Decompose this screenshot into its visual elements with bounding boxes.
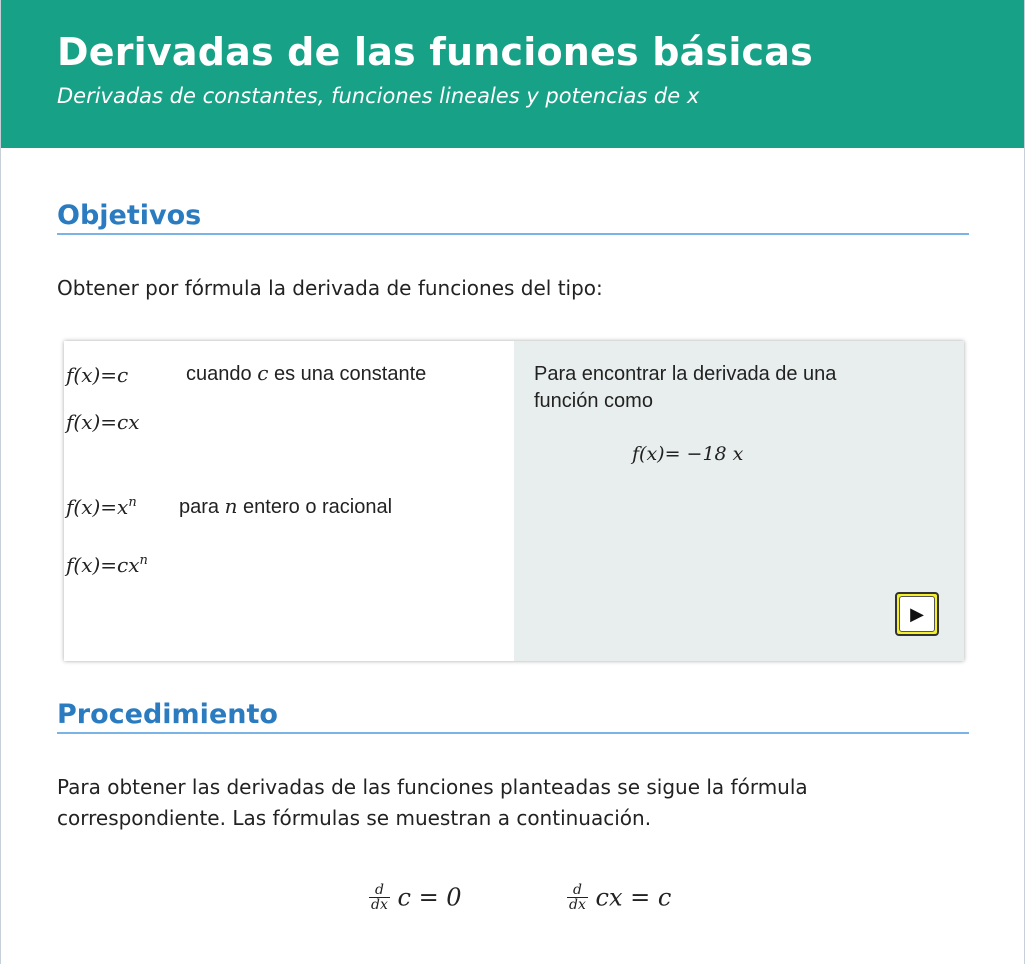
derivative-operator: [369, 883, 390, 912]
note-text: cuando: [186, 363, 252, 385]
derivative-constant-formula: [369, 882, 462, 912]
page-subtitle: Derivadas de constantes, funciones lineales y potencias de x: [57, 84, 700, 108]
note-variable: n: [224, 494, 238, 518]
frac-numerator: d: [369, 883, 390, 898]
interactive-scene: [64, 341, 964, 661]
formula-power-note: [179, 494, 392, 519]
section-title-procedimiento: Procedimiento: [57, 699, 969, 734]
formula-block: [57, 834, 969, 944]
formula-constant: f(x)=c: [66, 363, 129, 387]
formula-exponent: n: [139, 553, 148, 568]
formula-constant-note: [186, 361, 426, 386]
formula-base: f(x)=x: [66, 495, 129, 519]
frac-denominator: dx: [569, 897, 586, 913]
frac-numerator: d: [567, 883, 588, 898]
formula-exponent: n: [128, 495, 137, 510]
formula-expression: c = 0: [397, 883, 462, 912]
formula-expression: cx = c: [595, 883, 672, 912]
note-text: es una constante: [273, 363, 427, 385]
procedimiento-text: Para obtener las derivadas de las funciones planteadas se sigue la fórmula correspondiente. Las fórmulas se muestran a continuación.: [57, 775, 808, 830]
note-text: para: [179, 496, 220, 518]
main-content: [1, 200, 1024, 944]
formula-scaled-power: [66, 553, 148, 577]
scene-left-panel: [64, 341, 514, 661]
derivative-linear-formula: [567, 882, 671, 912]
note-text: entero o racional: [243, 496, 393, 518]
frac-denominator: dx: [371, 897, 388, 913]
formula-power: [66, 495, 137, 519]
formula-linear: f(x)=cx: [66, 410, 140, 434]
scene-explanation: Para encontrar la derivada de una función como: [534, 363, 837, 412]
section-title-objetivos: Objetivos: [57, 200, 969, 235]
objetivos-intro: Obtener por fórmula la derivada de funciones del tipo:: [57, 276, 603, 300]
page-title: Derivadas de las funciones básicas: [57, 30, 813, 74]
derivative-operator: [567, 883, 588, 912]
header-banner: [1, 0, 1024, 148]
example-function: f(x)= −18 x: [632, 443, 744, 465]
formula-base: f(x)=cx: [66, 553, 140, 577]
play-button[interactable]: [895, 592, 939, 636]
note-variable: c: [257, 361, 269, 385]
play-icon[interactable]: ▶: [899, 596, 935, 632]
